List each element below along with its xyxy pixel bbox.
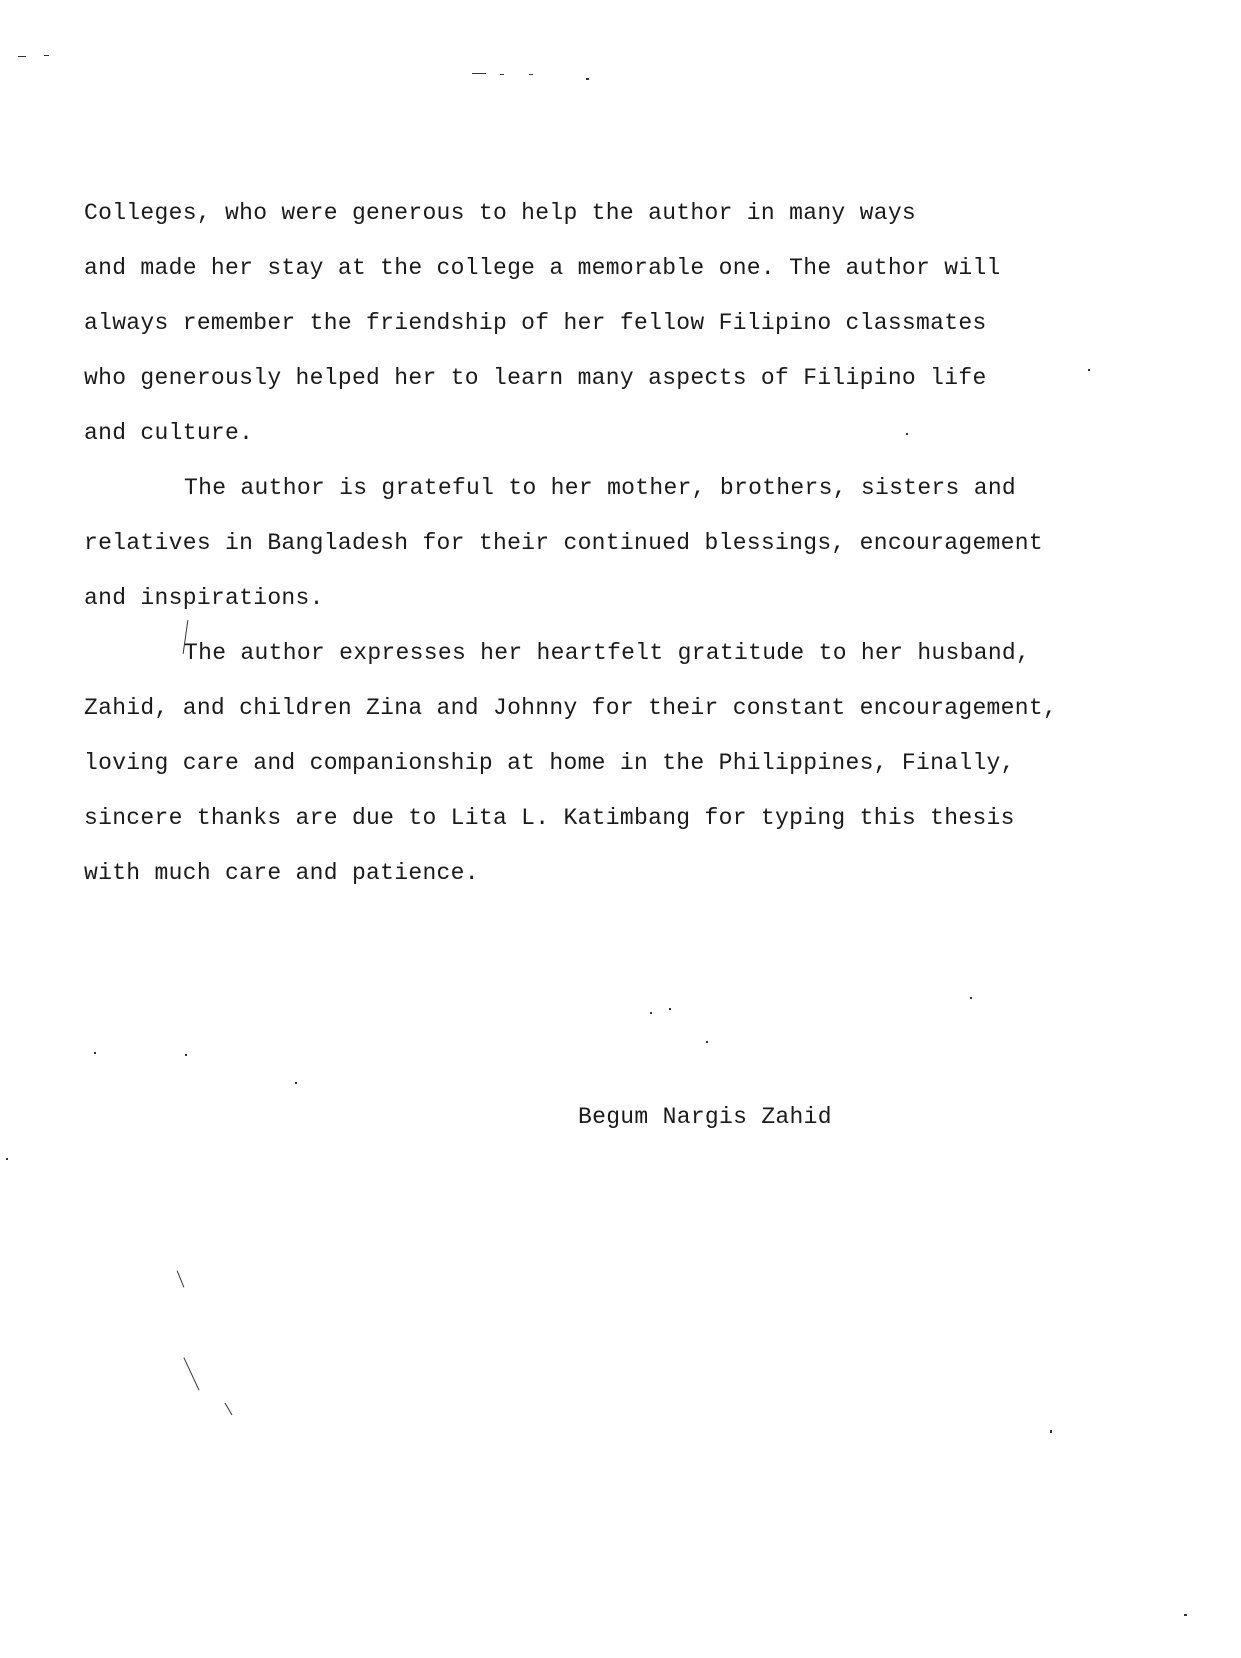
paragraph-3-line-4: sincere thanks are due to Lita L. Katimbang for typing this thesis <box>84 805 1015 831</box>
scan-dash <box>529 74 533 75</box>
paragraph-1-line-2: and made her stay at the college a memorable one. The author will <box>84 255 1001 281</box>
paragraph-3-line-2: Zahid, and children Zina and Johnny for their constant encouragement, <box>84 695 1058 721</box>
scan-dot <box>94 1052 96 1054</box>
author-signature: Begum Nargis Zahid <box>578 1104 832 1130</box>
scan-dot <box>706 1041 708 1043</box>
scan-stroke <box>225 1403 233 1416</box>
scan-stroke <box>183 1357 199 1390</box>
scan-dash <box>44 55 49 56</box>
acknowledgment-body <box>84 186 1084 901</box>
scan-dash <box>18 56 26 57</box>
scan-dot <box>586 78 589 80</box>
scan-stroke <box>177 1270 185 1287</box>
scan-dot <box>185 1054 187 1056</box>
paragraph-2-line-2: relatives in Bangladesh for their continued blessings, encouragement <box>84 530 1043 556</box>
paragraph-2-line-1: The author is grateful to her mother, brothers, sisters and <box>184 475 1017 501</box>
scan-dot <box>650 1012 652 1014</box>
scan-dot <box>295 1082 297 1084</box>
scan-dot <box>1184 1614 1187 1616</box>
paragraph-3-line-5: with much care and patience. <box>84 860 479 886</box>
scan-dot <box>906 433 908 435</box>
scan-dash <box>500 74 504 75</box>
scan-dot <box>1088 369 1090 371</box>
scan-dot <box>970 997 972 999</box>
paragraph-3-line-1: The author expresses her heartfelt gratitude to her husband, <box>184 640 1031 666</box>
scan-dot <box>6 1158 8 1160</box>
paragraph-1-line-4: who generously helped her to learn many aspects of Filipino life <box>84 365 987 391</box>
paragraph-1-line-1: Colleges, who were generous to help the author in many ways <box>84 200 917 226</box>
paragraph-1-line-3: always remember the friendship of her fellow Filipino classmates <box>84 310 987 336</box>
paragraph-3-line-3: loving care and companionship at home in the Philippines, Finally, <box>84 750 1015 776</box>
scan-dash <box>472 73 486 74</box>
paragraph-1-line-5: and culture. <box>84 420 254 446</box>
paragraph-2-line-3: and inspirations. <box>84 585 324 611</box>
scan-dot <box>1050 1430 1052 1433</box>
scan-dot <box>669 1008 671 1010</box>
